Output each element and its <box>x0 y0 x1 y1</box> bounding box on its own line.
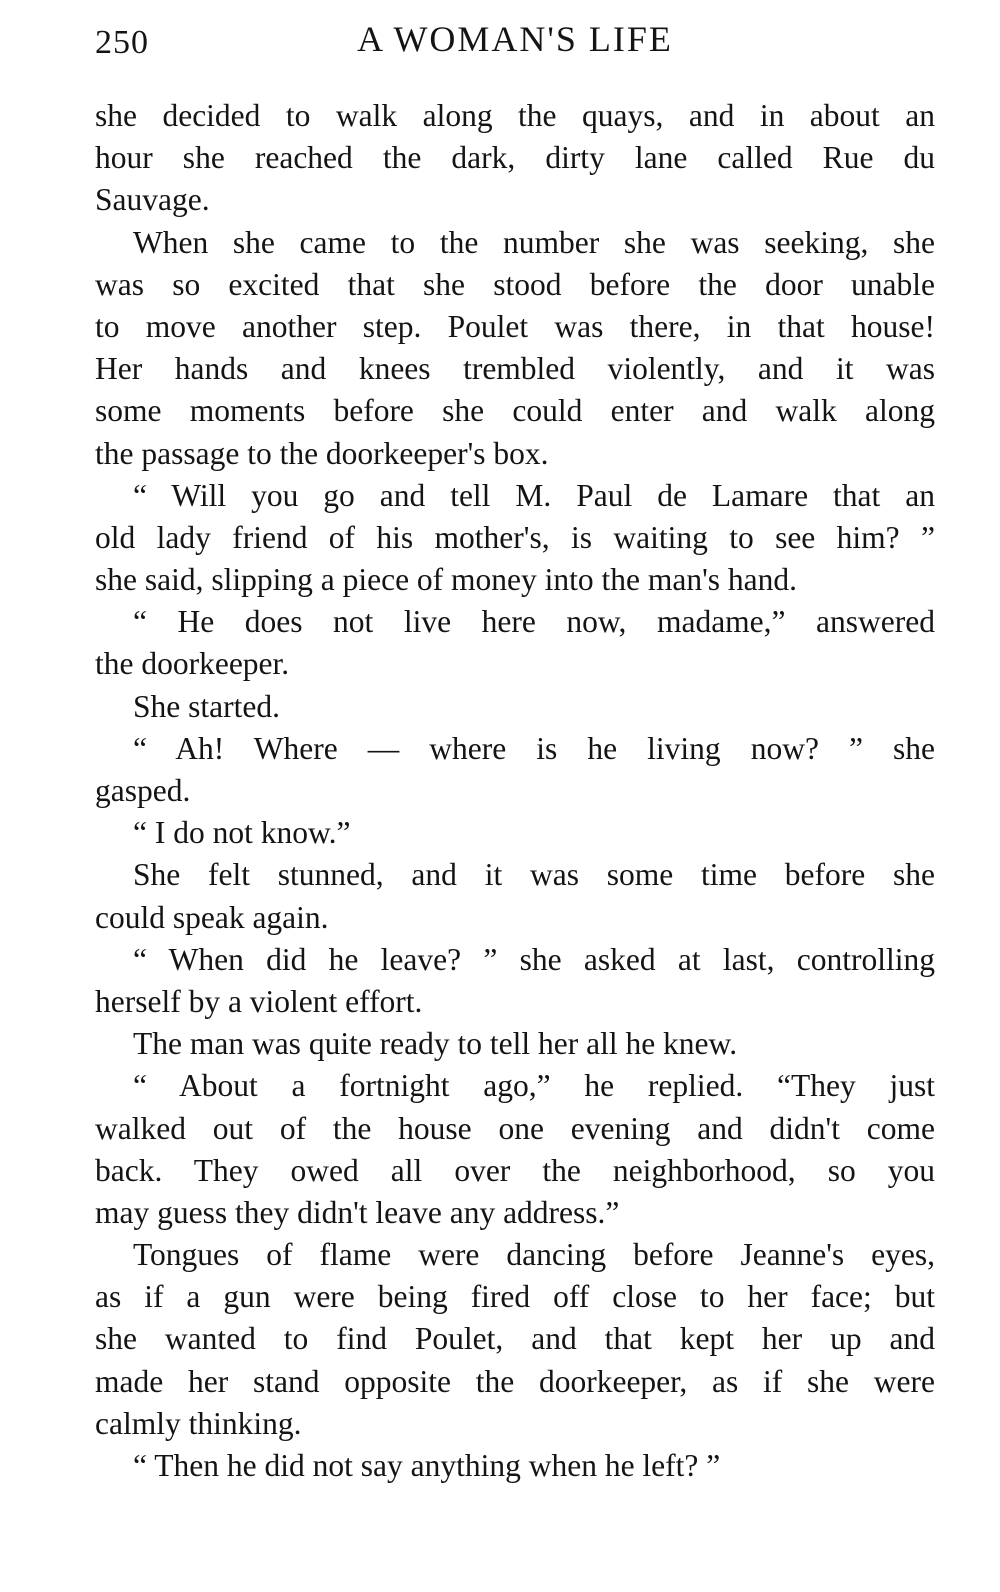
text-line: gasped. <box>95 773 191 808</box>
text-line: Tongues of flame were dancing before Jeanne's eyes, <box>133 1237 935 1273</box>
page-header <box>95 18 935 68</box>
text-line: When she came to the number she was seeking, she <box>133 224 935 260</box>
text-line: she wanted to find Poulet, and that kept her up and <box>95 1321 935 1357</box>
text-line: “ Ah! Where — where is he living now? ” she <box>133 730 935 766</box>
text-line: She felt stunned, and it was some time before she <box>133 857 935 893</box>
page-number: 250 <box>95 24 149 61</box>
text-line: could speak again. <box>95 899 329 935</box>
text-line: some moments before she could enter and walk along <box>95 393 935 429</box>
text-line: “ Will you go and tell M. Paul de Lamare that an <box>133 477 935 513</box>
text-line: the passage to the doorkeeper's box. <box>95 435 549 471</box>
text-line: hour she reached the dark, dirty lane called Rue du <box>95 140 935 176</box>
text-line: the doorkeeper. <box>95 646 290 682</box>
text-line: “ When did he leave? ” she asked at last, controlling <box>133 941 935 977</box>
text-line: as if a gun were being fired off close to her face; but <box>95 1279 935 1315</box>
body-text <box>95 95 935 1487</box>
text-line: walked out of the house one evening and didn't come <box>95 1110 935 1146</box>
text-line: Sauvage. <box>95 182 210 218</box>
text-line: old lady friend of his mother's, is waiting to see him? ” <box>95 519 935 555</box>
text-line: The man was quite ready to tell her all he knew. <box>133 1026 738 1062</box>
text-line: “ About a fortnight ago,” he replied. “They just <box>133 1068 935 1104</box>
text-line: made her stand opposite the doorkeeper, as if she were <box>95 1363 935 1399</box>
running-title: A WOMAN'S LIFE <box>357 19 673 59</box>
text-line: “ I do not know.” <box>133 815 351 851</box>
text-line: Her hands and knees trembled violently, and it was <box>95 351 935 387</box>
text-line: she said, slipping a piece of money into the man's hand. <box>95 562 798 598</box>
text-line: “ Then he did not say anything when he left? ” <box>133 1448 721 1483</box>
text-line: back. They owed all over the neighborhood, so you <box>95 1152 935 1188</box>
text-line: may guess they didn't leave any address.” <box>95 1194 620 1230</box>
text-line: She started. <box>133 688 280 724</box>
text-line: was so excited that she stood before the door unable <box>95 266 935 302</box>
text-line: herself by a violent effort. <box>95 983 423 1019</box>
text-line: to move another step. Poulet was there, in that house! <box>95 308 935 344</box>
text-line: calmly thinking. <box>95 1405 302 1441</box>
text-line: “ He does not live here now, madame,” answered <box>133 604 935 640</box>
text-line: she decided to walk along the quays, and in about an <box>95 98 935 133</box>
